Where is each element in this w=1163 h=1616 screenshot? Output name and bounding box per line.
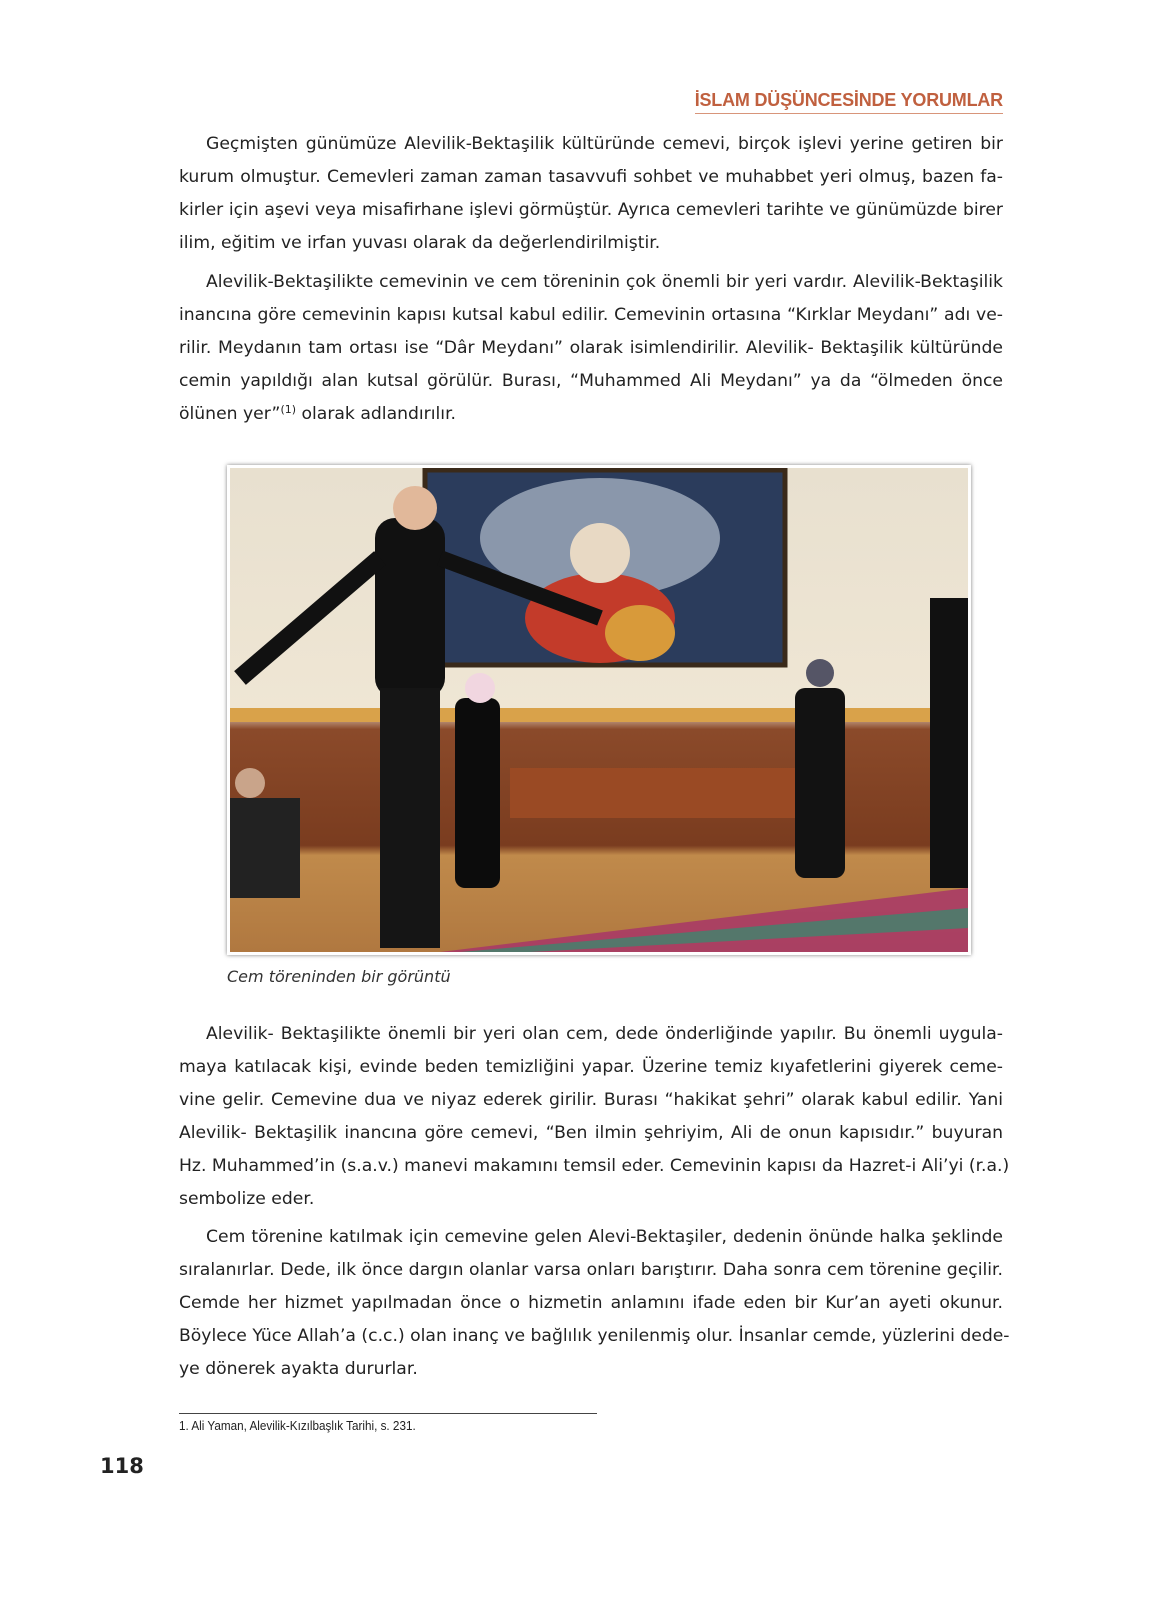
paragraph-3	[179, 1018, 1010, 1216]
paragraph-1	[179, 128, 1003, 260]
text-line: Cem törenine katılmak için cemevine gelen Alevi-Bektaşiler, dedenin önünde halka şeklinde	[206, 1227, 1003, 1247]
text-line: Geçmişten günümüze Alevilik-Bektaşilik kültüründe cemevi, birçok işlevi yerine getiren bir	[206, 134, 1003, 154]
text-segment: ölünen yer”	[179, 404, 281, 424]
text-line: Böylece Yüce Allah’a (c.c.) olan inanç ve bağlılık yenilenmiş olur. İnsanlar cemde, yüzlerini dede-	[179, 1326, 1010, 1346]
text-line-with-footnote-ref	[179, 398, 1003, 431]
text-line: Cemde her hizmet yapılmadan önce o hizmetin anlamını ifade eden bir Kur’an ayeti okunur.	[179, 1293, 1003, 1313]
figure-caption: Cem töreninden bir görüntü	[227, 967, 451, 986]
text-segment: olarak adlandırılır.	[296, 404, 457, 424]
text-line: Alevilik-Bektaşilikte cemevinin ve cem töreninin çok önemli bir yeri vardır. Alevilik-Bektaşilik	[206, 272, 1003, 292]
text-line: maya katılacak kişi, evinde beden temizliğini yapar. Üzerine temiz kıyafetlerini giyerek ceme-	[179, 1057, 1003, 1077]
text-line: vine gelir. Cemevine dua ve niyaz ederek girilir. Burası “hakikat şehri” olarak kabul edilir. Yani	[179, 1090, 1003, 1110]
text-line: inancına göre cemevinin kapısı kutsal kabul edilir. Cemevinin ortasına “Kırklar Meydanı” adı ve-	[179, 305, 1003, 325]
text-line: Alevilik- Bektaşilik inancına göre cemevi, “Ben ilmin şehriyim, Ali de onun kapısıdır.” buyuran	[179, 1123, 1003, 1143]
text-line: kirler için aşevi veya misafirhane işlevi görmüştür. Ayrıca cemevleri tarihte ve günümüzde birer	[179, 200, 1003, 220]
text-line: Alevilik- Bektaşilikte önemli bir yeri olan cem, dede önderliğinde yapılır. Bu önemli uygula-	[206, 1024, 1003, 1044]
text-line: rilir. Meydanın tam ortası ise “Dâr Meydanı” olarak isimlendirilir. Alevilik- Bektaşilik kültüründe	[179, 338, 1003, 358]
section-header: İSLAM DÜŞÜNCESİNDE YORUMLAR	[695, 90, 1003, 114]
paragraph-4	[179, 1221, 1010, 1386]
footnote: 1. Ali Yaman, Alevilik-Kızılbaşlık Tarihi, s. 231.	[179, 1418, 416, 1433]
text-line: ilim, eğitim ve irfan yuvası olarak da değerlendirilmiştir.	[179, 233, 661, 253]
text-line: sıralanırlar. Dede, ilk önce dargın olanlar varsa onları barıştırır. Daha sonra cem törenine geçilir.	[179, 1260, 1003, 1280]
text-line: cemin yapıldığı alan kutsal görülür. Burası, “Muhammed Ali Meydanı” ya da “ölmeden önce	[179, 371, 1003, 391]
text-line: sembolize eder.	[179, 1189, 315, 1209]
footnote-reference: (1)	[280, 403, 297, 416]
footnote-divider	[179, 1413, 597, 1414]
text-line: kurum olmuştur. Cemevleri zaman zaman tasavvufi sohbet ve muhabbet yeri olmuş, bazen fa-	[179, 167, 1003, 187]
page-number: 118	[100, 1454, 144, 1478]
text-line: ye dönerek ayakta dururlar.	[179, 1359, 418, 1379]
text-line: Hz. Muhammed’in (s.a.v.) manevi makamını temsil eder. Cemevinin kapısı da Hazret-i Ali’yi (r.a.)	[179, 1156, 1010, 1176]
cem-ceremony-photo	[227, 465, 971, 955]
paragraph-2	[179, 266, 1003, 431]
